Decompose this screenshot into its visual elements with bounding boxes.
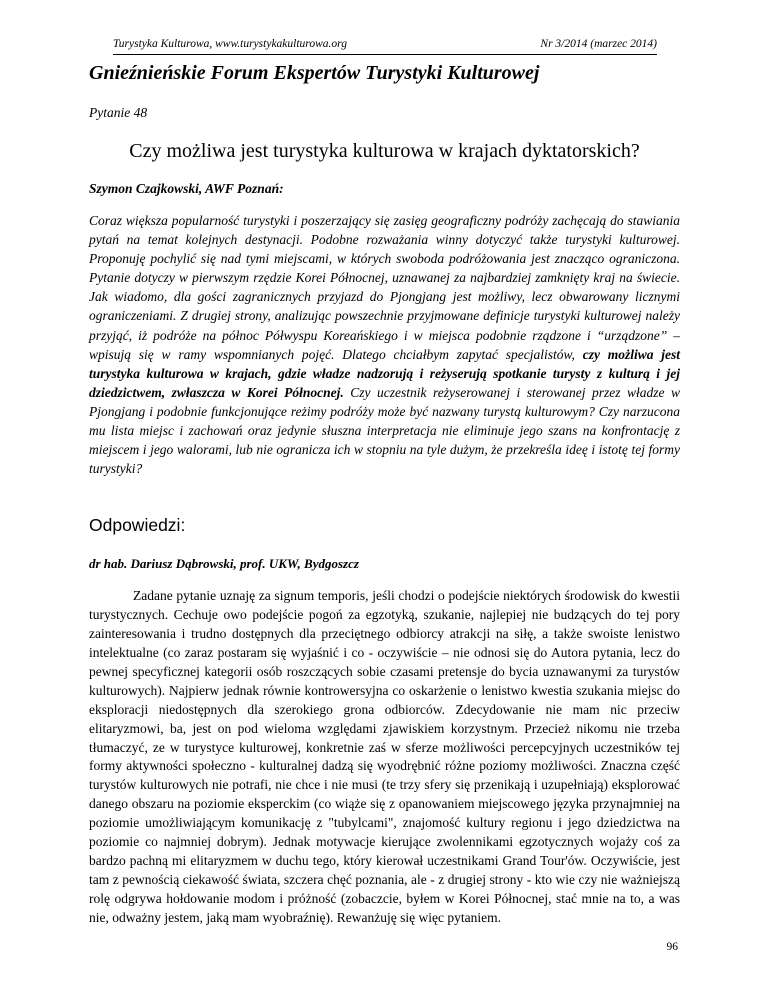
question-body-part2: Czy uczestnik reżyserowanej i sterowanej przez władze w Pjongjang i podobnie funkcjonujące reżimy podróży może być nazwany turystą kulturowym? Czy narzucona mu lista miejsc i zachowań oraz jedynie słuszna interpretacja nie eliminuje jego szans na konfrontację z miejscem i jego walorami, lub nie ogranicza ich w stopniu na tyle dużym, że przekreśla ideę i istotę tej formy turystyki? xyxy=(89,384,680,477)
running-header xyxy=(113,37,657,55)
question-body-bold: czy możliwa jest turystyka kulturowa w krajach, gdzie władze nadzorują i reżyserują spotkanie turysty z kulturą i jej dziedzictwem, zwłaszcza w Korei Północnej. xyxy=(89,346,681,400)
question-number: Pytanie 48 xyxy=(89,105,148,120)
article-content xyxy=(89,60,680,928)
answer-body: Zadane pytanie uznaję za signum temporis, jeśli chodzi o podejście niektórych środowisk do kwestii turystycznych. Cechuje owo podejście pogoń za egzotyką, szukanie, najlepiej nie budzących do tej pory zainteresowania i trudno dostępnych dla przeciętnego odbiorcy atrakcji na siłę, a także swoiste lenistwo intelektualne (co zaraz postaram się wyjaśnić i co - oczywiście – nie odnosi się do Autora pytania, lecz do pewnej specyficznej kategorii osób roszczących sobie czasami pretensje do bycia uznawanymi za turystów kulturowych). Najpierw jednak równie kontrowersyjna co oskarżenie o lenistwo kwestia szukania miejsc do eksploracji niedostępnych dla szerokiego grona odbiorców. Zdecydowanie nie mam nic przeciw elitaryzmowi, ba, jest on pod wieloma względami zjawiskiem korzystnym. Przecież nikomu nie trzeba tłumaczyć, ze w turystyce kulturowej, konkretnie zaś w sferze możliwości percepcyjnych uczestników tej formy aktywności społeczno - kulturalnej dadzą się wyodrębnić różne poziomy możliwości. Znaczna część turystów kulturowych nie potrafi, nie chce i nie musi (te trzy sfery się przenikają i uzupełniają) eksplorować danego obszaru na poziomie eksperckim (co wiąże się z opanowaniem miejscowego języka przynajmniej na poziomie umożliwiającym komunikację z "tubylcami", znajomość kultury regionu i jego dziedzictwa na poziomie co najmniej dobrym). Jednak motywacje kierujące zwolennikami egzotycznych wojaży coś za bardzo pachną mi elitaryzmem w duchu tego, który kierował uczestnikami Grand Tour'ów. Oczywiście, jest tam z pewnością ciekawość świata, szczera chęć poznania, ale - z drugiej strony - kto wie czy nie ważniejszą rolę odgrywa hołdowanie modom i próżność (zobaczcie, byłem w Korei Północnej, stać mnie na to, a was nie, odważny jestem, jaką mam wyobraźnię). Rewanżuję się więc pytaniem. xyxy=(89,588,680,925)
issue-info: Nr 3/2014 (marzec 2014) xyxy=(540,38,657,50)
question-title: Czy możliwa jest turystyka kulturowa w krajach dyktatorskich? xyxy=(129,140,640,162)
question-body-part1: Coraz większa popularność turystyki i poszerzający się zasięg geograficzny podróży zachęcają do stawiania pytań na temat kolejnych destynacji. Podobne rozważania winny dotyczyć także turystyki kulturowej. Proponuję pochylić się nad tymi miejscami, w których swoboda podróżowania jest znacząco ograniczona. Pytanie dotyczy w pierwszym rzędzie Korei Północnej, uznawanej za najbardziej zamknięty kraj na świecie. Jak wiadomo, dla gości zagranicznych przyjazd do Pjongjang jest możliwy, lecz obwarowany licznymi ograniczeniami. Z drugiej strony, analizując powszechnie przyjmowane definicje turystyki kulturowej należy przyjąć, iż podróże na północ Półwyspu Koreańskiego i w miejsca podobnie rządzone i “urządzone” – wpisują się w ramy wspomnianych pojęć. Dlatego chciałbym zapytać specjalistów, xyxy=(89,213,680,362)
forum-title: Gnieźnieńskie Forum Ekspertów Turystyki Kulturowej xyxy=(89,62,540,84)
answers-heading: Odpowiedzi: xyxy=(89,515,186,536)
journal-name: Turystyka Kulturowa, www.turystykakulturowa.org xyxy=(113,38,347,50)
answer-author: dr hab. Dariusz Dąbrowski, prof. UKW, Bydgoszcz xyxy=(89,556,359,572)
question-body xyxy=(89,211,680,478)
question-author: Szymon Czajkowski, AWF Poznań: xyxy=(89,181,284,196)
page-number: 96 xyxy=(666,941,678,953)
